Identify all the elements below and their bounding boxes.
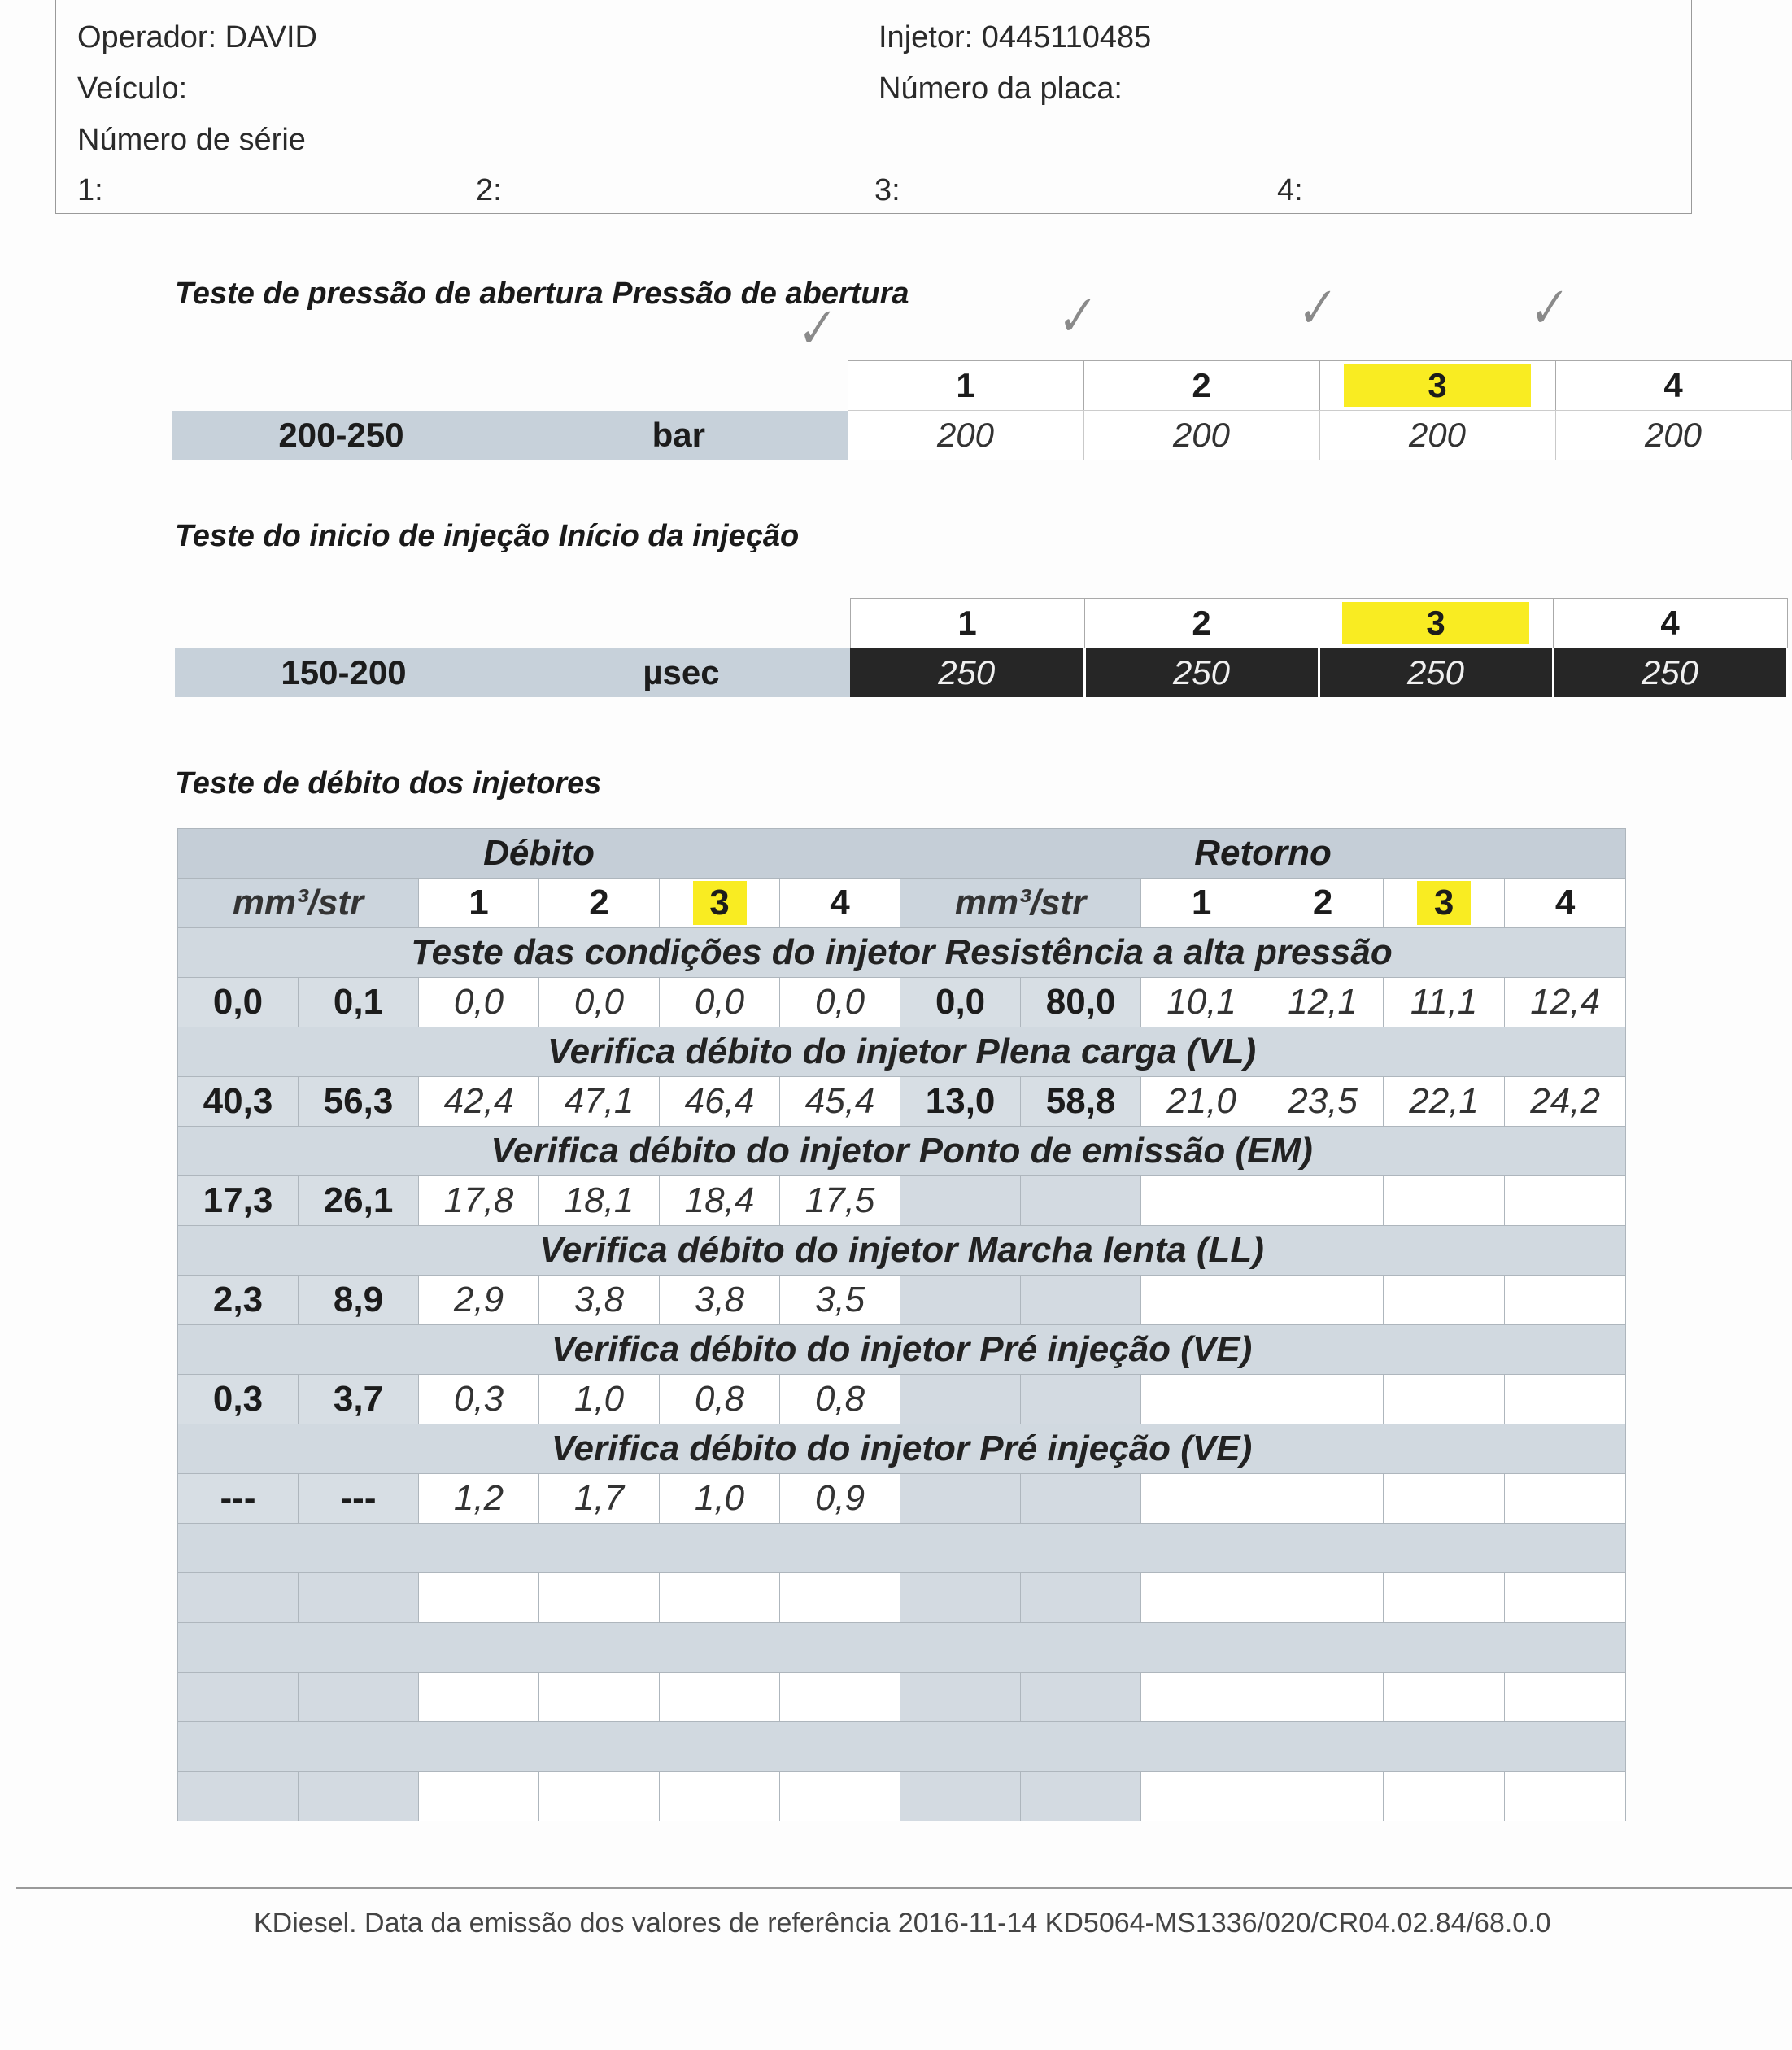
debit-value-3: 3,8 bbox=[660, 1276, 780, 1325]
debit-unit: mm³/str bbox=[178, 879, 419, 928]
return-ref-max: 58,8 bbox=[1021, 1077, 1141, 1127]
empty-cell bbox=[539, 1673, 660, 1722]
return-value-3 bbox=[1384, 1176, 1505, 1226]
opening-pressure-table bbox=[172, 360, 1792, 460]
debit-value-3: 1,0 bbox=[660, 1474, 780, 1524]
injection-value-1: 250 bbox=[850, 648, 1084, 698]
debit-value-1: 42,4 bbox=[419, 1077, 539, 1127]
debit-value-2: 1,0 bbox=[539, 1375, 660, 1424]
injector-label: Injetor: 0445110485 bbox=[879, 20, 1152, 55]
debit-ref-min: 0,0 bbox=[178, 978, 299, 1027]
empty-category-band bbox=[178, 1524, 1626, 1573]
empty-cell bbox=[539, 1772, 660, 1821]
col-header-3 bbox=[1319, 361, 1555, 411]
debit-ref-min: 2,3 bbox=[178, 1276, 299, 1325]
return-unit: mm³/str bbox=[900, 879, 1141, 928]
return-value-2 bbox=[1262, 1276, 1384, 1325]
footer-divider bbox=[16, 1887, 1792, 1889]
return-value-1: 10,1 bbox=[1141, 978, 1262, 1027]
return-ref-max: 80,0 bbox=[1021, 978, 1141, 1027]
debit-ref-min: 40,3 bbox=[178, 1077, 299, 1127]
return-col-2: 2 bbox=[1262, 879, 1384, 928]
col-header-2: 2 bbox=[1083, 361, 1319, 411]
handwritten-check-icon: ✓ bbox=[787, 298, 839, 360]
col-header-4: 4 bbox=[1555, 361, 1791, 411]
return-value-3: 11,1 bbox=[1384, 978, 1505, 1027]
empty-cell bbox=[1262, 1772, 1384, 1821]
highlight-3: 3 bbox=[1417, 881, 1471, 925]
debit-value-3: 0,8 bbox=[660, 1375, 780, 1424]
test-category-label: Verifica débito do injetor Marcha lenta (LL) bbox=[178, 1226, 1626, 1276]
injection-value-3: 250 bbox=[1319, 648, 1553, 698]
empty-cell bbox=[299, 1573, 419, 1623]
empty-cell bbox=[1021, 1673, 1141, 1722]
footer-text: KDiesel. Data da emissão dos valores de referência 2016-11-14 KD5064-MS1336/020/CR04.02.84/68.0.0 bbox=[254, 1908, 1551, 1939]
pressure-value-4: 200 bbox=[1555, 411, 1791, 460]
debit-value-2: 1,7 bbox=[539, 1474, 660, 1524]
injection-start-table bbox=[175, 598, 1789, 697]
empty-cell bbox=[780, 1573, 900, 1623]
return-value-1 bbox=[1141, 1276, 1262, 1325]
col-header-1: 1 bbox=[850, 599, 1084, 648]
test-category-label: Teste das condições do injetor Resistência a alta pressão bbox=[178, 928, 1626, 978]
handwritten-check-icon: ✓ bbox=[1288, 277, 1340, 340]
empty-cell bbox=[1021, 1772, 1141, 1821]
handwritten-check-icon: ✓ bbox=[1519, 277, 1572, 340]
flow-test-table bbox=[177, 828, 1626, 1821]
pressure-value-3: 200 bbox=[1319, 411, 1555, 460]
debit-value-4: 3,5 bbox=[780, 1276, 900, 1325]
return-value-3: 22,1 bbox=[1384, 1077, 1505, 1127]
return-col-3 bbox=[1384, 879, 1505, 928]
debit-value-3: 46,4 bbox=[660, 1077, 780, 1127]
debit-value-2: 0,0 bbox=[539, 978, 660, 1027]
return-value-3 bbox=[1384, 1474, 1505, 1524]
test-category-label: Verifica débito do injetor Pré injeção (VE) bbox=[178, 1325, 1626, 1375]
debit-ref-max: 0,1 bbox=[299, 978, 419, 1027]
empty-row bbox=[178, 1673, 1626, 1722]
spec-unit: µsec bbox=[512, 648, 850, 698]
debit-value-2: 47,1 bbox=[539, 1077, 660, 1127]
empty-category-band bbox=[178, 1623, 1626, 1673]
col-header-1: 1 bbox=[848, 361, 1083, 411]
debit-ref-max: 26,1 bbox=[299, 1176, 419, 1226]
col-header-4: 4 bbox=[1553, 599, 1787, 648]
empty-cell bbox=[780, 1673, 900, 1722]
empty-cell bbox=[660, 1573, 780, 1623]
debit-value-4: 0,0 bbox=[780, 978, 900, 1027]
serial-slot-2: 2: bbox=[476, 173, 502, 207]
table-row bbox=[178, 1077, 1626, 1127]
test-category-label: Verifica débito do injetor Ponto de emissão (EM) bbox=[178, 1127, 1626, 1176]
return-ref-min bbox=[900, 1276, 1021, 1325]
test-category-label: Verifica débito do injetor Pré injeção (VE) bbox=[178, 1424, 1626, 1474]
empty-row bbox=[178, 1772, 1626, 1821]
plate-label: Número da placa: bbox=[879, 72, 1123, 106]
return-value-4: 12,4 bbox=[1505, 978, 1626, 1027]
return-value-4 bbox=[1505, 1474, 1626, 1524]
empty-cell bbox=[1384, 1772, 1505, 1821]
empty-cell bbox=[1505, 1573, 1626, 1623]
empty-cell bbox=[1021, 1573, 1141, 1623]
return-value-4 bbox=[1505, 1375, 1626, 1424]
test-category-label: Verifica débito do injetor Plena carga (VL) bbox=[178, 1027, 1626, 1077]
debit-value-1: 0,3 bbox=[419, 1375, 539, 1424]
debit-group-header: Débito bbox=[178, 829, 900, 879]
debit-col-2: 2 bbox=[539, 879, 660, 928]
return-value-4: 24,2 bbox=[1505, 1077, 1626, 1127]
empty-cell bbox=[1262, 1673, 1384, 1722]
empty-cell bbox=[900, 1573, 1021, 1623]
highlight-3: 3 bbox=[1344, 364, 1531, 407]
return-ref-min bbox=[900, 1474, 1021, 1524]
return-value-1 bbox=[1141, 1375, 1262, 1424]
return-ref-max bbox=[1021, 1176, 1141, 1226]
empty-cell bbox=[1505, 1673, 1626, 1722]
debit-ref-max: 3,7 bbox=[299, 1375, 419, 1424]
injection-value-4: 250 bbox=[1553, 648, 1787, 698]
empty-cell bbox=[900, 1772, 1021, 1821]
empty-cell bbox=[1141, 1573, 1262, 1623]
empty-cell bbox=[419, 1573, 539, 1623]
debit-value-4: 0,8 bbox=[780, 1375, 900, 1424]
spec-range: 200-250 bbox=[172, 411, 510, 460]
return-value-2 bbox=[1262, 1176, 1384, 1226]
empty-cell bbox=[1505, 1772, 1626, 1821]
empty-cell bbox=[299, 1772, 419, 1821]
spec-unit: bar bbox=[510, 411, 848, 460]
operator-label: Operador: DAVID bbox=[77, 20, 317, 55]
col-header-3 bbox=[1319, 599, 1553, 648]
return-value-4 bbox=[1505, 1176, 1626, 1226]
empty-cell bbox=[1141, 1673, 1262, 1722]
return-group-header: Retorno bbox=[900, 829, 1626, 879]
debit-value-1: 2,9 bbox=[419, 1276, 539, 1325]
empty-cell bbox=[900, 1673, 1021, 1722]
return-col-4: 4 bbox=[1505, 879, 1626, 928]
debit-value-1: 1,2 bbox=[419, 1474, 539, 1524]
return-value-3 bbox=[1384, 1375, 1505, 1424]
empty-category-band bbox=[178, 1722, 1626, 1772]
spec-range: 150-200 bbox=[175, 648, 512, 698]
opening-pressure-title: Teste de pressão de abertura Pressão de abertura bbox=[175, 277, 909, 311]
empty-cell bbox=[539, 1573, 660, 1623]
empty-cell bbox=[299, 1673, 419, 1722]
highlight-3: 3 bbox=[1342, 602, 1529, 644]
return-value-1 bbox=[1141, 1474, 1262, 1524]
debit-ref-min: --- bbox=[178, 1474, 299, 1524]
debit-col-1: 1 bbox=[419, 879, 539, 928]
table-row bbox=[178, 1176, 1626, 1226]
return-value-3 bbox=[1384, 1276, 1505, 1325]
vehicle-label: Veículo: bbox=[77, 72, 188, 106]
debit-value-3: 18,4 bbox=[660, 1176, 780, 1226]
table-row bbox=[178, 1375, 1626, 1424]
debit-value-1: 0,0 bbox=[419, 978, 539, 1027]
return-ref-max bbox=[1021, 1474, 1141, 1524]
debit-value-4: 0,9 bbox=[780, 1474, 900, 1524]
empty-cell bbox=[178, 1573, 299, 1623]
pressure-value-2: 200 bbox=[1083, 411, 1319, 460]
return-value-2 bbox=[1262, 1474, 1384, 1524]
debit-value-4: 45,4 bbox=[780, 1077, 900, 1127]
flow-test-title: Teste de débito dos injetores bbox=[175, 766, 602, 800]
serial-slot-4: 4: bbox=[1277, 173, 1303, 207]
injection-value-2: 250 bbox=[1084, 648, 1319, 698]
empty-cell bbox=[419, 1673, 539, 1722]
empty-cell bbox=[780, 1772, 900, 1821]
debit-ref-max: --- bbox=[299, 1474, 419, 1524]
debit-ref-min: 0,3 bbox=[178, 1375, 299, 1424]
table-row bbox=[178, 1474, 1626, 1524]
debit-ref-min: 17,3 bbox=[178, 1176, 299, 1226]
debit-value-3: 0,0 bbox=[660, 978, 780, 1027]
return-value-2 bbox=[1262, 1375, 1384, 1424]
empty-cell bbox=[660, 1772, 780, 1821]
empty-cell bbox=[1384, 1573, 1505, 1623]
return-value-2: 12,1 bbox=[1262, 978, 1384, 1027]
highlight-3: 3 bbox=[693, 881, 747, 925]
debit-ref-max: 8,9 bbox=[299, 1276, 419, 1325]
serial-label: Número de série bbox=[77, 123, 306, 157]
debit-value-1: 17,8 bbox=[419, 1176, 539, 1226]
empty-cell bbox=[1141, 1772, 1262, 1821]
handwritten-check-icon: ✓ bbox=[1048, 286, 1100, 348]
empty-cell bbox=[660, 1673, 780, 1722]
empty-cell bbox=[419, 1772, 539, 1821]
return-ref-max bbox=[1021, 1375, 1141, 1424]
debit-value-4: 17,5 bbox=[780, 1176, 900, 1226]
table-row bbox=[178, 978, 1626, 1027]
return-value-1 bbox=[1141, 1176, 1262, 1226]
empty-cell bbox=[1384, 1673, 1505, 1722]
return-value-2: 23,5 bbox=[1262, 1077, 1384, 1127]
col-header-2: 2 bbox=[1084, 599, 1319, 648]
injection-start-title: Teste do inicio de injeção Início da injeção bbox=[175, 519, 800, 553]
return-value-1: 21,0 bbox=[1141, 1077, 1262, 1127]
debit-value-2: 3,8 bbox=[539, 1276, 660, 1325]
debit-value-2: 18,1 bbox=[539, 1176, 660, 1226]
return-col-1: 1 bbox=[1141, 879, 1262, 928]
pressure-value-1: 200 bbox=[848, 411, 1083, 460]
return-ref-min: 13,0 bbox=[900, 1077, 1021, 1127]
empty-row bbox=[178, 1573, 1626, 1623]
serial-slot-3: 3: bbox=[874, 173, 900, 207]
empty-cell bbox=[178, 1673, 299, 1722]
debit-col-4: 4 bbox=[780, 879, 900, 928]
empty-cell bbox=[178, 1772, 299, 1821]
return-ref-min: 0,0 bbox=[900, 978, 1021, 1027]
return-ref-min bbox=[900, 1375, 1021, 1424]
return-ref-max bbox=[1021, 1276, 1141, 1325]
table-row bbox=[178, 1276, 1626, 1325]
serial-slot-1: 1: bbox=[77, 173, 103, 207]
debit-col-3 bbox=[660, 879, 780, 928]
return-ref-min bbox=[900, 1176, 1021, 1226]
return-value-4 bbox=[1505, 1276, 1626, 1325]
debit-ref-max: 56,3 bbox=[299, 1077, 419, 1127]
empty-cell bbox=[1262, 1573, 1384, 1623]
